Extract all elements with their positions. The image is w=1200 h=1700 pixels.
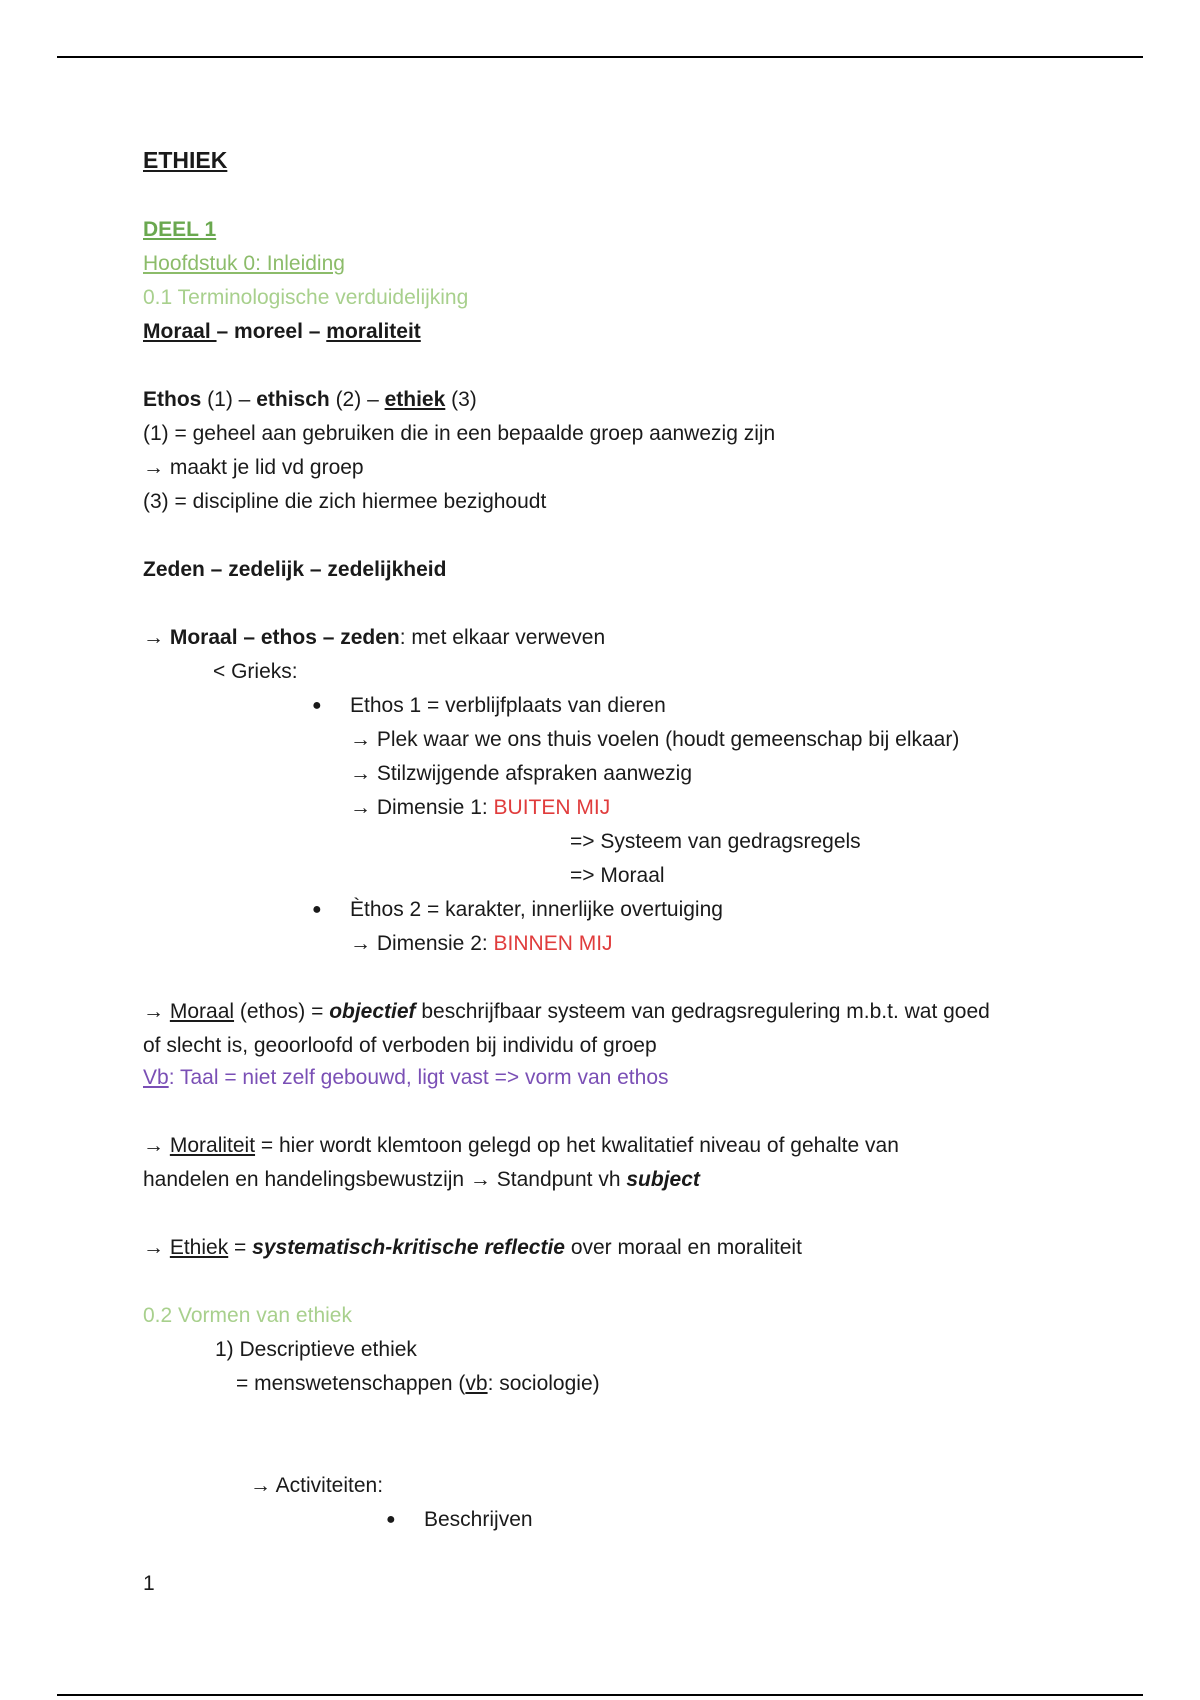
dimension-2-label: → Dimensie 2: [350, 932, 494, 955]
ethiek-def-part1: = [228, 1236, 253, 1259]
moraal-definition-line-2: of slecht is, geoorloofd of verboden bij individu of groep [143, 1034, 657, 1057]
greek-origin: < Grieks: [213, 660, 298, 683]
descriptive-def-part2: : sociologie) [487, 1372, 600, 1395]
marker-3: (3) [445, 388, 477, 411]
section-heading-forms: 0.2 Vormen van ethiek [143, 1304, 352, 1327]
definition-1: (1) = geheel aan gebruiken die in een bepaalde groep aanwezig zijn [143, 422, 776, 445]
moraal-def-part1: (ethos) = [234, 1000, 330, 1023]
page-number: 1 [143, 1572, 155, 1595]
ethiek-term: Ethiek [169, 1236, 229, 1259]
bullet-icon: ● [386, 1511, 396, 1528]
part-heading: DEEL 1 [143, 218, 217, 241]
descriptive-ethics-definition [236, 1370, 600, 1398]
ethos2-definition: Èthos 2 = karakter, innerlijke overtuiging [350, 898, 723, 921]
ethiek-definition-line [143, 1234, 802, 1262]
example-text: : Taal = niet zelf gebouwd, ligt vast => vorm van ethos [168, 1066, 669, 1089]
ethos1-definition: Ethos 1 = verblijfplaats van dieren [350, 694, 666, 717]
example-label: Vb [143, 1066, 169, 1089]
bullet-icon: ● [312, 697, 322, 714]
dimension-1-sub-2: => Moraal [570, 864, 665, 887]
arrow-group-member: → maakt je lid vd groep [143, 456, 364, 479]
moraal-definition-line-1 [143, 998, 990, 1026]
activity-describe: Beschrijven [424, 1508, 533, 1531]
bullet-icon: ● [312, 901, 322, 918]
interwoven-terms: Moraal – ethos – zeden [169, 626, 400, 649]
term-ethiek: ethiek [384, 388, 446, 411]
dimension-2-highlight: BINNEN MIJ [493, 932, 613, 955]
dimension-1-line [350, 794, 610, 822]
arrow-icon: → [143, 626, 170, 649]
ethos1-point-a: → Plek waar we ons thuis voelen (houdt gemeenschap bij elkaar) [350, 728, 960, 751]
example-line [143, 1064, 669, 1092]
term-moreel: – moreel – [216, 320, 327, 343]
ethos1-point-b: → Stilzwijgende afspraken aanwezig [350, 762, 693, 785]
interwoven-rest: : met elkaar verweven [399, 626, 606, 649]
moraliteit-definition-line-2 [143, 1166, 700, 1194]
term-ethos: Ethos [143, 388, 202, 411]
definition-3: (3) = discipline die zich hiermee bezighoudt [143, 490, 547, 513]
dimension-1-label: → Dimensie 1: [350, 796, 494, 819]
document-title: ETHIEK [143, 147, 228, 173]
header-rule [57, 56, 1143, 58]
ethiek-def-part2: over moraal en moraliteit [564, 1236, 802, 1259]
moraliteit-def-part1: = hier wordt klemtoon gelegd op het kwalitatief niveau of gehalte van [255, 1134, 899, 1157]
chapter-heading: Hoofdstuk 0: Inleiding [143, 252, 345, 275]
interwoven-line [143, 624, 605, 652]
ethos-terms-line [143, 386, 477, 414]
activities-heading: → Activiteiten: [250, 1474, 384, 1497]
arrow-icon: → [143, 1236, 170, 1259]
ethiek-emphasis: systematisch-kritische reflectie [252, 1236, 565, 1259]
dimension-2-line [350, 930, 613, 958]
marker-2: (2) – [329, 388, 385, 411]
moraliteit-term: Moraliteit [169, 1134, 256, 1157]
moraliteit-definition-line-1 [143, 1132, 899, 1160]
zeden-terms-line: Zeden – zedelijk – zedelijkheid [143, 558, 447, 581]
term-ethisch: ethisch [256, 388, 330, 411]
dimension-1-sub-1: => Systeem van gedragsregels [570, 830, 861, 853]
term-moraal: Moraal [143, 320, 217, 343]
moraliteit-def-line2: handelen en handelingsbewustzijn → Standpunt vh [143, 1168, 627, 1191]
descriptive-def-vb: vb [465, 1372, 488, 1395]
descriptive-def-part1: = menswetenschappen ( [236, 1372, 466, 1395]
term-moraliteit: moraliteit [326, 320, 421, 343]
footer-rule [57, 1694, 1143, 1696]
moraal-term: Moraal [169, 1000, 235, 1023]
moraliteit-emphasis: subject [626, 1168, 700, 1191]
dimension-1-highlight: BUITEN MIJ [493, 796, 611, 819]
list-item-descriptive-ethics: 1) Descriptieve ethiek [215, 1338, 417, 1361]
marker-1: (1) – [201, 388, 257, 411]
section-heading-terminology: 0.1 Terminologische verduidelijking [143, 286, 469, 309]
arrow-icon: → [143, 1134, 170, 1157]
arrow-icon: → [143, 1000, 170, 1023]
moraal-def-part2: beschrijfbaar systeem van gedragsregulering m.b.t. wat goed [415, 1000, 990, 1023]
moraal-terms-line [143, 318, 421, 346]
moraal-emphasis: objectief [329, 1000, 416, 1023]
